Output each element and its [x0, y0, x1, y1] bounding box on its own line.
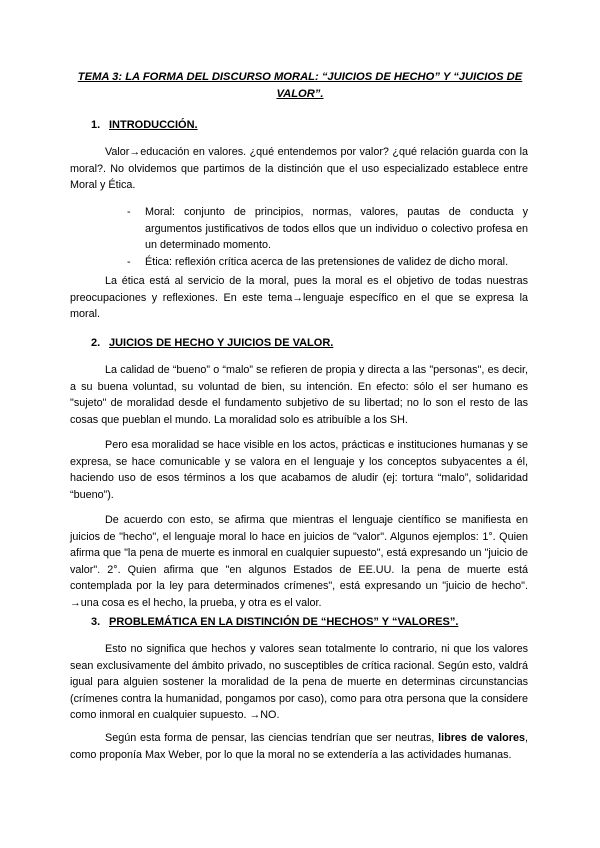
- bullet-etica: - Ética: reflexión crítica acerca de las pretensiones de validez de dicho moral.: [127, 254, 528, 271]
- section-2-paragraph-3: De acuerdo con esto, se afirma que mientras el lenguaje científico se manifiesta en juicios de "hecho", el lenguaje moral lo hace en juicios de "valor". Algunos ejemplos: 1°. Quien afirma que "la pena de muerte es inmoral en cualquier supuesto", está expresando un "juicio de valor". 2°. Quien afirma que "en algunos Estados de EE.UU. la pena de muerte está contemplada por la ley para determinados crímenes", está expresando un "juicio de hecho". →una cosa es el hecho, la prueba, y otra es el valor.: [70, 514, 528, 609]
- section-3-title: PROBLEMÁTICA EN LA DISTINCIÓN DE “HECHOS” Y “VALORES”.: [109, 616, 459, 628]
- section-2-title: JUICIOS DE HECHO Y JUICIOS DE VALOR.: [109, 337, 334, 349]
- section-3-bold-phrase: libres de valores: [438, 732, 525, 744]
- section-1-title: INTRODUCCIÓN.: [109, 119, 198, 131]
- section-3-paragraph-1: Esto no significa que hechos y valores sean totalmente lo contrario, ni que los valores sean exclusivamente del ámbito privado, no susceptibles de crítica racional. Según esto, valdrá igual para alguien sostener la moralidad de la pena de muerte en determinas circunstancias (crímenes contra la humanidad, pongamos por caso), como para otra persona que la considere como inmoral en cualquier supuesto. →NO.: [70, 643, 528, 722]
- section-1-intro: Valor→educación en valores. ¿qué entendemos por valor? ¿qué relación guarda con la moral?. No olvidemos que partimos de la distinción que el uso especializado establece entre Moral y Ética.: [70, 146, 528, 192]
- section-3-number: 3.: [91, 616, 101, 628]
- section-3-paragraph-2-end: , como proponía Max Weber, por lo que la moral no se extendería a las actividades humanas.: [70, 732, 528, 761]
- section-1-closing: La ética está al servicio de la moral, pues la moral es el objetivo de todas nuestras preocupaciones y reflexiones. En este tema→lenguaje específico en el que se expresa la moral.: [70, 275, 528, 321]
- section-2-number: 2.: [91, 337, 101, 349]
- section-3-paragraph-2: [70, 730, 528, 763]
- bullet-moral: - Moral: conjunto de principios, normas, valores, pautas de conducta y argumentos justificativos de todos ellos que un individuo o colectivo profesa en un determinado momento.: [127, 204, 528, 254]
- section-1-bullet-list: [127, 204, 528, 270]
- section-2-paragraph-1: La calidad de “bueno” o “malo” se refieren de propia y directa a las "personas", es decir, a su buena voluntad, su voluntad de bien, su intención. En efecto: sólo el ser humano es "sujeto" de moralidad desde el fundamento subjetivo de su libertad; no lo son el resto de las cosas que pueblan el mundo. La moralidad solo es atribuíble a los SH.: [70, 364, 528, 426]
- page-title: TEMA 3: LA FORMA DEL DISCURSO MORAL: “JUICIOS DE HECHO” Y “JUICIOS DE VALOR”.: [77, 71, 523, 100]
- section-2-heading: [91, 336, 333, 350]
- section-2-paragraph-2: Pero esa moralidad se hace visible en los actos, prácticas e instituciones humanas y se expresa, se hace comunicable y se valora en el lenguaje y los conceptos subyacentes a él, haciendo uso de esos términos a los que acabamos de aludir (ej: tortura “malo”, solidaridad “bueno”).: [70, 439, 528, 501]
- section-3-paragraph-2-start: Según esta forma de pensar, las ciencias tendrían que ser neutras,: [105, 732, 439, 744]
- section-1-number: 1.: [91, 119, 101, 131]
- section-3-heading: [91, 615, 458, 629]
- section-1-heading: [91, 118, 198, 132]
